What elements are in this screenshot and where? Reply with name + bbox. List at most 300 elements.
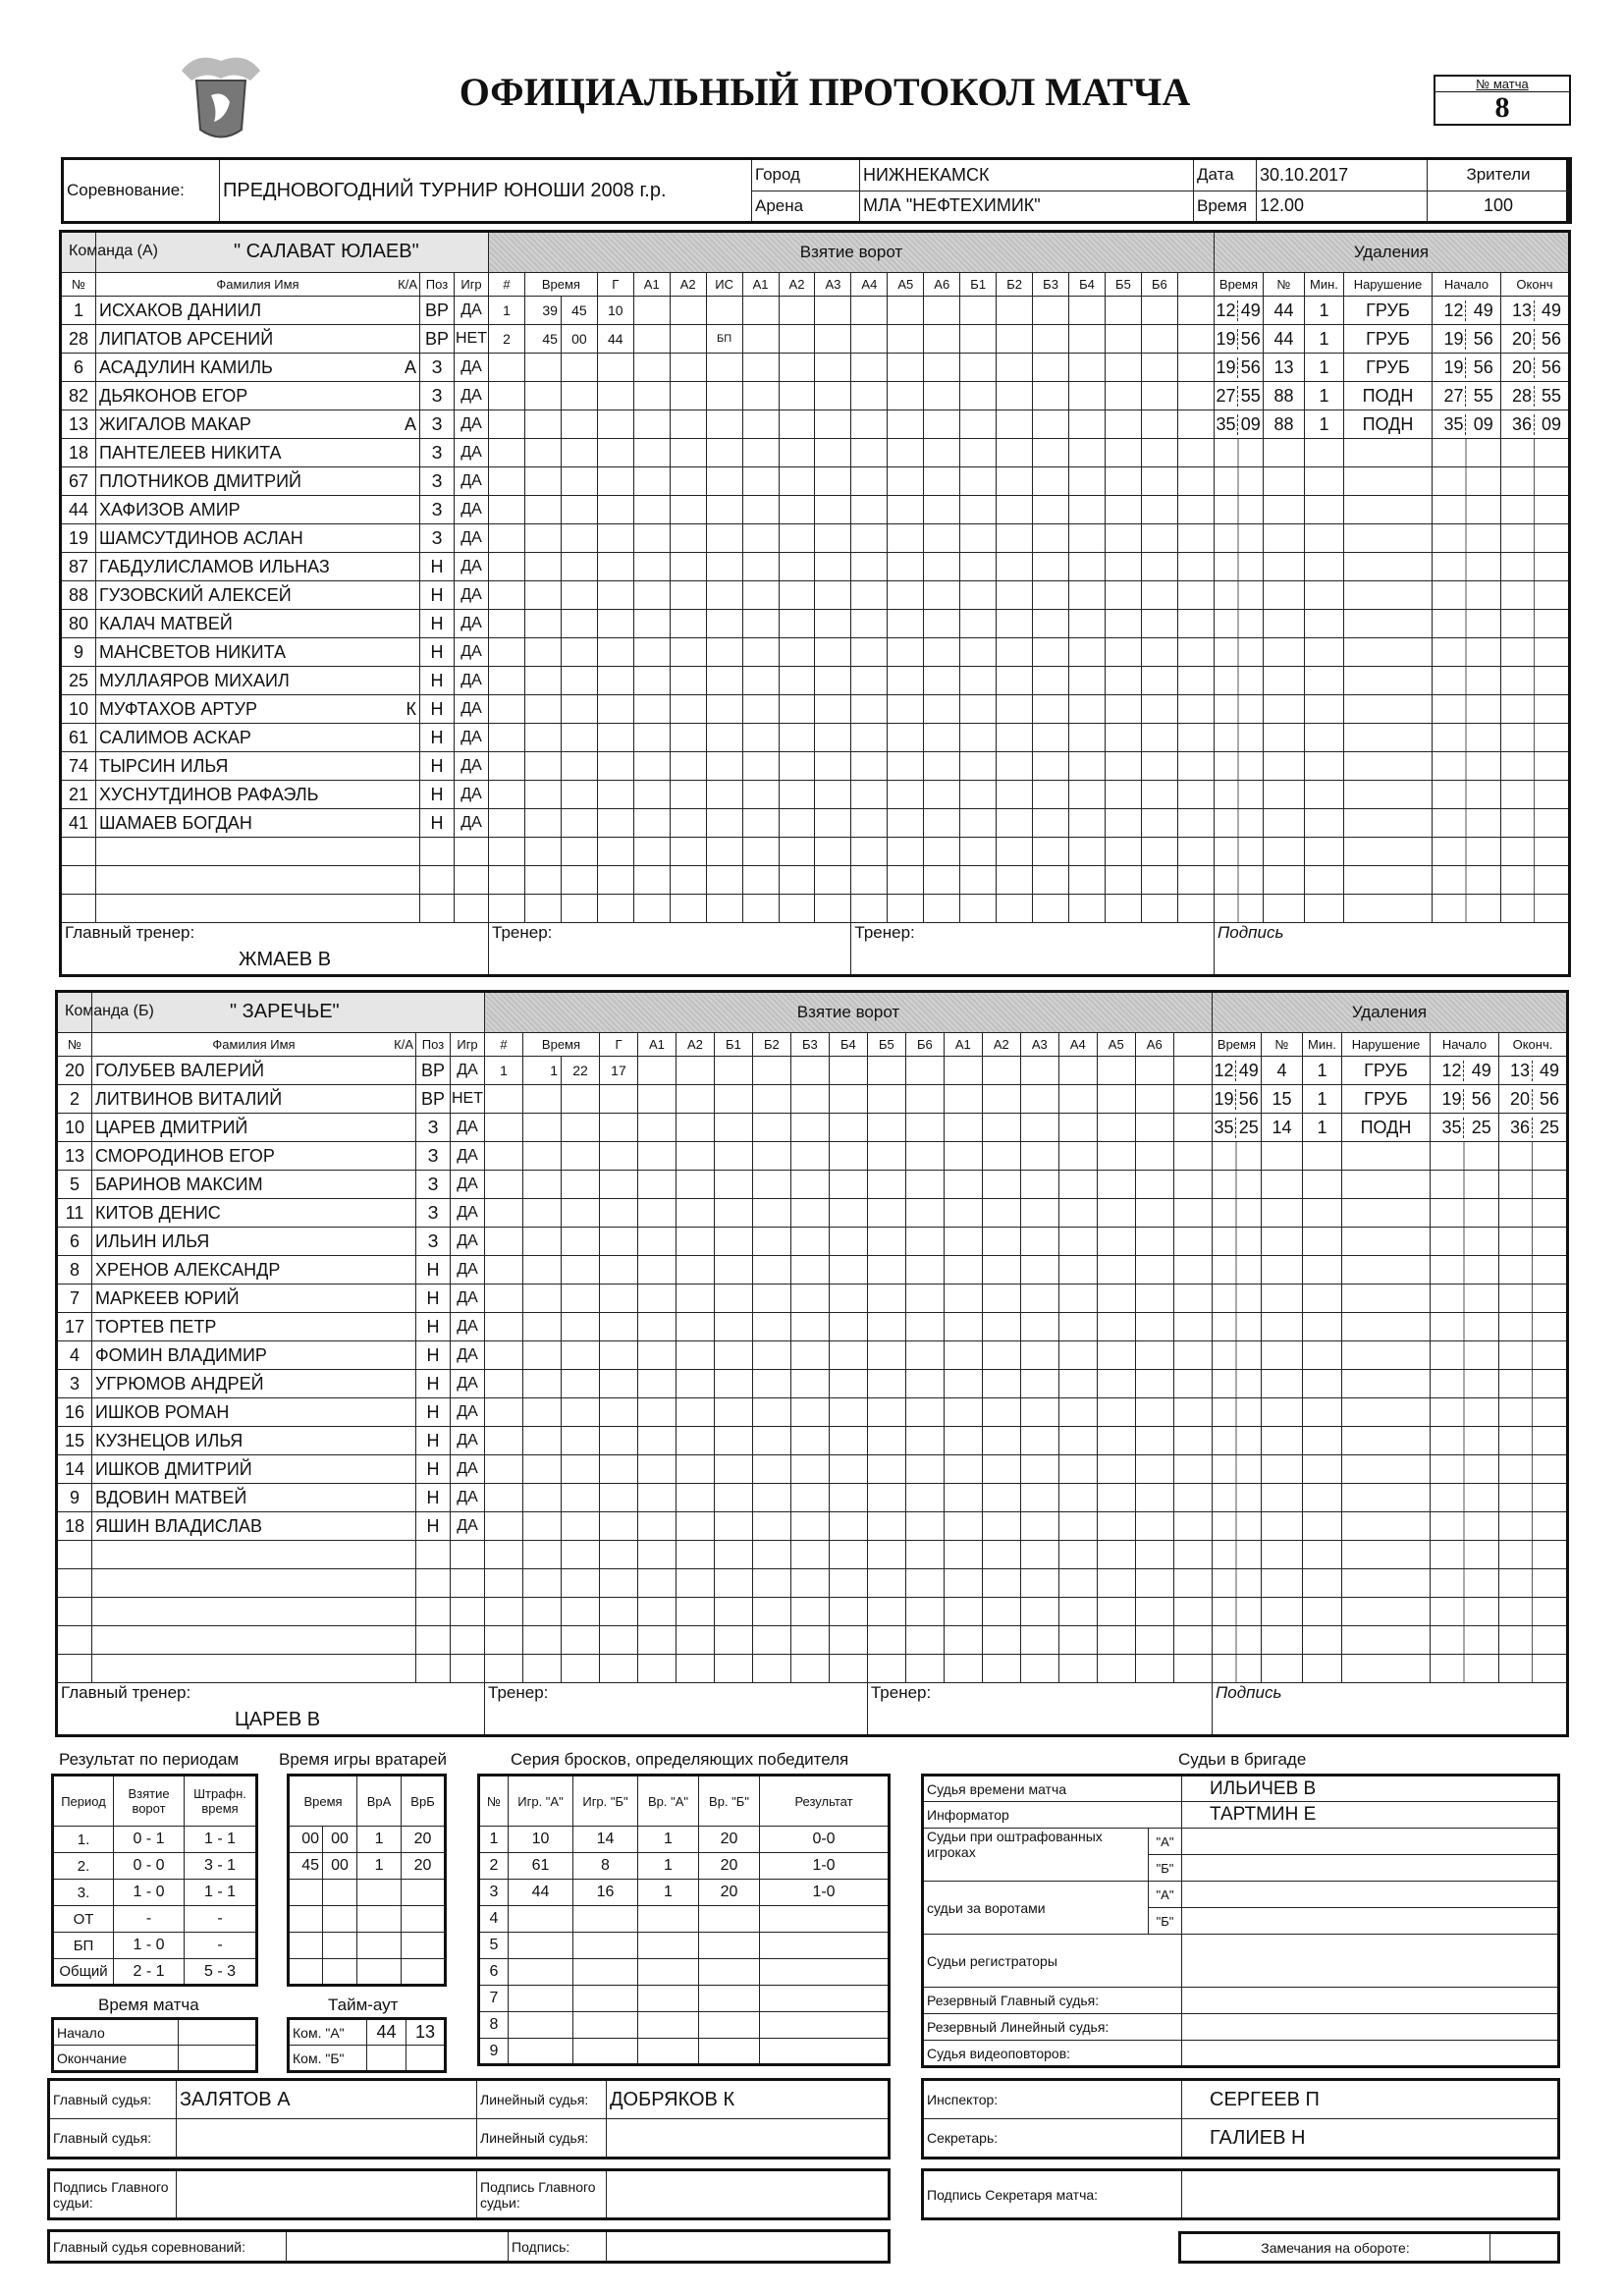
so-player-a: 61 [509, 1853, 573, 1880]
gk-b-header: ВрБ [402, 1776, 446, 1827]
comp-ref-field [287, 2231, 509, 2263]
penalty-player: 44 [1263, 297, 1304, 325]
player-number: 4 [57, 1341, 92, 1370]
player-played: НЕТ [455, 325, 489, 354]
team-b-goal-col-9: А2 [982, 1033, 1020, 1057]
player-position: Н [420, 667, 455, 695]
signature-table [47, 2168, 891, 2220]
team-a-goal-col-3: А1 [742, 273, 779, 297]
player-number: 9 [57, 1484, 92, 1512]
penalty-end-sec: 09 [1541, 413, 1561, 434]
sign-secretary-table [921, 2168, 1560, 2220]
player-name: ИШКОВ ДМИТРИЙ [95, 1458, 252, 1479]
match-start-value [179, 2019, 257, 2046]
sign-secretary-label: Подпись Секретаря матча: [923, 2170, 1182, 2219]
player-played: ДА [455, 695, 489, 724]
period-penalty: 1 - 1 [185, 1827, 257, 1853]
player-name-cell [96, 581, 420, 610]
gk-row [289, 1853, 446, 1880]
shootout-row [479, 1827, 890, 1853]
so-no-header: № [479, 1776, 509, 1827]
video-value [1182, 2041, 1559, 2067]
team-b-pos-header: Поз [416, 1033, 451, 1057]
team-a-pen-violation-header: Нарушение [1343, 273, 1432, 297]
so-no: 2 [479, 1853, 509, 1880]
team-a-pen-min-header: Мин. [1304, 273, 1343, 297]
team-b-igr-header: Игр [451, 1033, 485, 1057]
timeout-b-min [367, 2046, 406, 2072]
penalty-start-sec: 56 [1473, 356, 1493, 377]
match-time-title: Время матча [98, 1995, 199, 2014]
penalty-end-sec: 56 [1539, 1088, 1559, 1109]
period-row [53, 1959, 257, 1986]
player-number: 3 [57, 1370, 92, 1398]
player-name: ЯШИН ВЛАДИСЛАВ [95, 1515, 263, 1536]
player-name: МУЛЛАЯРОВ МИХАИЛ [99, 670, 290, 690]
penalty-time-sec: 49 [1240, 300, 1261, 320]
player-played: ДА [451, 1313, 485, 1341]
penalty-player: 13 [1263, 354, 1304, 382]
inspector-table [921, 2078, 1560, 2159]
competition-label: Соревнование: [63, 159, 220, 223]
team-b-section [55, 990, 1569, 1744]
team-b-player-row [57, 1541, 1568, 1569]
player-number: 7 [57, 1285, 92, 1313]
team-b-no-header: № [57, 1033, 92, 1057]
player-name-cell [96, 382, 420, 410]
penalty-violation: ГРУБ [1341, 1057, 1430, 1085]
player-name: ШАМАЕВ БОГДАН [99, 812, 252, 833]
player-name: ЖИГАЛОВ МАКАР [99, 413, 251, 434]
sign-secretary-field [1182, 2170, 1559, 2219]
penalty-end-sec: 56 [1541, 356, 1561, 377]
penalty-player: 14 [1261, 1114, 1302, 1142]
sign-label: Подпись: [509, 2231, 607, 2263]
team-a-player-row [61, 638, 1570, 667]
period-goals: 0 - 0 [114, 1853, 185, 1880]
period-goals: 1 - 0 [114, 1933, 185, 1959]
player-name-cell [92, 1512, 416, 1541]
penbox-b-mark: "Б" [1149, 1855, 1182, 1882]
penalty-start [1432, 297, 1500, 325]
goal-sec: 45 [561, 297, 597, 325]
penalty-player: 88 [1263, 382, 1304, 410]
gk-row [289, 1827, 446, 1853]
sign-main-2-field [607, 2170, 890, 2219]
penalty-start [1432, 354, 1500, 382]
so-gk-a [638, 1986, 699, 2012]
spectators-value: 100 [1428, 191, 1571, 223]
player-name: ЛИПАТОВ АРСЕНИЙ [99, 328, 274, 349]
so-gk-a [638, 1933, 699, 1959]
penalty-time-sec: 09 [1240, 413, 1261, 434]
player-played: ДА [451, 1484, 485, 1512]
team-a-player-row [61, 354, 1570, 382]
player-name: КИТОВ ДЕНИС [95, 1202, 221, 1223]
penalty-time [1214, 382, 1263, 410]
penalty-end-min: 13 [1501, 301, 1535, 321]
player-played: ДА [451, 1256, 485, 1285]
penalty-time-min: 19 [1215, 357, 1239, 378]
player-number: 80 [61, 610, 96, 638]
shootout-row [479, 1959, 890, 1986]
penalty-start-min: 19 [1431, 1089, 1465, 1110]
penalty-start [1432, 325, 1500, 354]
player-position: Н [420, 809, 455, 838]
comp-ref-label: Главный судья соревнований: [49, 2231, 287, 2263]
goal-min: 39 [524, 297, 561, 325]
remarks-label: Замечания на обороте: [1180, 2233, 1490, 2263]
so-no: 8 [479, 2012, 509, 2039]
team-a-player-row [61, 695, 1570, 724]
team-a-pen-start-header: Начало [1432, 273, 1500, 297]
team-b-signature-label: Подпись [1212, 1683, 1567, 1736]
match-end-label: Окончание [53, 2046, 179, 2072]
player-name-cell [92, 1057, 416, 1085]
team-b-goal-col-5: Б4 [829, 1033, 867, 1057]
so-vb-header: Вр. "Б" [699, 1776, 760, 1827]
match-number: 8 [1494, 91, 1510, 124]
team-a-goal-col-8: А6 [924, 273, 960, 297]
penalty-end [1498, 1114, 1567, 1142]
team-b-player-row [57, 1057, 1568, 1085]
player-position: ВР [420, 325, 455, 354]
so-no: 6 [479, 1959, 509, 1986]
penalty-time-sec: 49 [1238, 1060, 1259, 1080]
reserve-line-label: Резервный Линейный судья: [923, 2014, 1182, 2041]
goal-situation [706, 297, 742, 325]
match-number-box [1434, 75, 1571, 126]
penalty-end-sec: 55 [1541, 385, 1561, 406]
player-name: ДЬЯКОНОВ ЕГОР [99, 385, 248, 406]
period-header: Период [53, 1776, 114, 1827]
team-a-ka-header: К/А [398, 277, 417, 292]
penalty-time-sec: 56 [1238, 1088, 1259, 1109]
player-position: ВР [420, 297, 455, 325]
period-penalty: 3 - 1 [185, 1853, 257, 1880]
so-player-b [573, 2012, 638, 2039]
player-name-cell [96, 667, 420, 695]
team-a-no-header: № [61, 273, 96, 297]
penalty-time-min: 12 [1215, 301, 1239, 321]
penalty-end-min: 20 [1501, 357, 1535, 378]
sign-main-2-label: Подпись Главного судьи: [477, 2170, 607, 2219]
player-position: Н [420, 752, 455, 781]
so-player-a [509, 1906, 573, 1933]
player-name: САЛИМОВ АСКАР [99, 727, 251, 747]
team-b-goal-col-6: Б5 [867, 1033, 905, 1057]
so-gk-a [638, 2012, 699, 2039]
team-b-goal-col-11: А4 [1058, 1033, 1097, 1057]
officials-title: Судьи в бригаде [1178, 1750, 1307, 1769]
player-name-cell [92, 1199, 416, 1228]
team-b-name: " ЗАРЕЧЬЕ" [230, 1001, 340, 1022]
penalty-minutes: 1 [1304, 354, 1343, 382]
so-player-b [573, 1986, 638, 2012]
player-name: ФОМИН ВЛАДИМИР [95, 1344, 267, 1365]
penalty-player: 44 [1263, 325, 1304, 354]
shootout-row [479, 1906, 890, 1933]
penalty-start-sec: 56 [1473, 328, 1493, 349]
player-name-cell [92, 1142, 416, 1171]
team-b-player-row [57, 1228, 1568, 1256]
player-number: 19 [61, 524, 96, 553]
penalty-start-sec: 25 [1471, 1117, 1491, 1137]
gk-title: Время игры вратарей [279, 1750, 447, 1769]
penalty-violation: ГРУБ [1343, 297, 1432, 325]
player-name: ХУСНУТДИНОВ РАФАЭЛЬ [99, 784, 319, 804]
penalty-end [1498, 1057, 1567, 1085]
reserve-main-label: Резервный Главный судья: [923, 1988, 1182, 2014]
penalty-end-min: 36 [1501, 414, 1535, 435]
penalty-time-min: 27 [1215, 386, 1239, 407]
page-title: ОФИЦИАЛЬНЫЙ ПРОТОКОЛ МАТЧА [459, 70, 1191, 114]
sign-main-field [177, 2170, 477, 2219]
player-played: НЕТ [451, 1085, 485, 1114]
player-played: ДА [455, 809, 489, 838]
player-number: 2 [57, 1085, 92, 1114]
so-pb-header: Игр. "Б" [573, 1776, 638, 1827]
player-name: ТЫРСИН ИЛЬЯ [99, 755, 229, 776]
so-player-a: 10 [509, 1827, 573, 1853]
gk-row [289, 1880, 446, 1906]
team-a-pos-header: Поз [420, 273, 455, 297]
main-ref-value: ЗАЛЯТОВ А [177, 2080, 477, 2119]
player-number: 13 [61, 410, 96, 439]
team-b-goal-no-header: # [485, 1033, 523, 1057]
period-name: 3. [53, 1880, 114, 1906]
player-played: ДА [455, 467, 489, 496]
line-ref-2-value [607, 2119, 890, 2159]
player-number: 61 [61, 724, 96, 752]
gk-row [289, 1933, 446, 1959]
timeout-table [287, 2017, 447, 2073]
team-a-goals-header: Взятие ворот [489, 232, 1215, 273]
player-number: 10 [61, 695, 96, 724]
team-a-name-header-cell [96, 273, 420, 297]
so-no: 3 [479, 1880, 509, 1906]
team-a-player-row [61, 667, 1570, 695]
player-name-cell [92, 1256, 416, 1285]
penalty-end [1500, 325, 1569, 354]
so-gk-b: 20 [699, 1880, 760, 1906]
line-ref-value: ДОБРЯКОВ К [607, 2080, 890, 2119]
goal-scorer: 44 [597, 325, 633, 354]
match-start-label: Начало [53, 2019, 179, 2046]
player-name-cell [96, 752, 420, 781]
penalty-end-min: 36 [1499, 1118, 1533, 1138]
player-number: 10 [57, 1114, 92, 1142]
penalty-start-sec: 09 [1473, 413, 1493, 434]
player-name-cell [92, 1114, 416, 1142]
player-name-cell [92, 1370, 416, 1398]
team-a-goal-col-7: А5 [888, 273, 924, 297]
so-player-a [509, 2039, 573, 2065]
periods-title: Результат по периодам [59, 1750, 240, 1769]
team-a-player-row [61, 496, 1570, 524]
player-position: ВР [416, 1057, 451, 1085]
player-played: ДА [451, 1341, 485, 1370]
player-number: 17 [57, 1313, 92, 1341]
player-number: 82 [61, 382, 96, 410]
period-name: 1. [53, 1827, 114, 1853]
shootout-row [479, 1853, 890, 1880]
penalty-time [1214, 297, 1263, 325]
so-result: 1-0 [760, 1880, 890, 1906]
player-played: ДА [455, 496, 489, 524]
team-a-head-coach-label: Главный тренер: [65, 923, 195, 942]
player-position: Н [416, 1341, 451, 1370]
player-played: ДА [451, 1171, 485, 1199]
penalty-start-min: 12 [1433, 301, 1467, 321]
penalty-time-sec: 56 [1240, 356, 1261, 377]
team-a-goal-col-11: Б3 [1033, 273, 1069, 297]
team-b-goal-col-2: Б1 [714, 1033, 752, 1057]
penalty-start [1430, 1085, 1498, 1114]
player-number: 25 [61, 667, 96, 695]
team-b-pen-end-header: Оконч. [1498, 1033, 1567, 1057]
penalty-violation: ГРУБ [1343, 325, 1432, 354]
so-gk-a: 1 [638, 1853, 699, 1880]
gk-table [287, 1774, 447, 1987]
penalty-violation: ГРУБ [1343, 354, 1432, 382]
period-name: Общий [53, 1959, 114, 1986]
player-played: ДА [455, 439, 489, 467]
penalty-time [1212, 1057, 1261, 1085]
player-name-cell [96, 695, 420, 724]
team-b-goals-header: Взятие ворот [485, 992, 1213, 1033]
team-a-player-row [61, 467, 1570, 496]
penalty-time-sec: 55 [1240, 385, 1261, 406]
main-ref-label: Главный судья: [49, 2080, 177, 2119]
so-gk-b: 20 [699, 1827, 760, 1853]
period-goals-header: Взятие ворот [114, 1776, 185, 1827]
goal-judges-b-mark: "Б" [1149, 1908, 1182, 1935]
team-b-goal-col-0: А1 [637, 1033, 676, 1057]
officials-table [921, 1774, 1560, 2068]
player-name-cell [96, 809, 420, 838]
arena-value: МЛА "НЕФТЕХИМИК" [860, 191, 1194, 223]
player-name-cell [92, 1341, 416, 1370]
period-name: ОТ [53, 1906, 114, 1933]
team-a-signature-label: Подпись [1214, 923, 1569, 976]
registrars-value [1182, 1935, 1559, 1988]
team-a-player-row [61, 581, 1570, 610]
team-b-goal-g-header: Г [599, 1033, 637, 1057]
gk-row [289, 1959, 446, 1986]
gk-a: 1 [357, 1827, 402, 1853]
team-b-pen-violation-header: Нарушение [1341, 1033, 1430, 1057]
player-position: Н [420, 695, 455, 724]
player-name: АСАДУЛИН КАМИЛЬ [99, 356, 273, 377]
penalty-player: 88 [1263, 410, 1304, 439]
team-b-player-row [57, 1341, 1568, 1370]
player-played: ДА [455, 382, 489, 410]
penalty-minutes: 1 [1304, 297, 1343, 325]
player-played: ДА [451, 1512, 485, 1541]
so-result [760, 2012, 890, 2039]
remarks-table [1178, 2231, 1560, 2264]
penalty-start-min: 27 [1433, 386, 1467, 407]
goal-number: 1 [489, 297, 525, 325]
player-position: Н [420, 553, 455, 581]
period-row [53, 1933, 257, 1959]
penalty-end-min: 13 [1499, 1061, 1533, 1081]
player-number: 15 [57, 1427, 92, 1455]
gk-a-header: ВрА [357, 1776, 402, 1827]
team-a-head-coach: ЖМАЕВ В [239, 949, 332, 970]
so-no: 4 [479, 1906, 509, 1933]
penalty-time-min: 19 [1213, 1089, 1237, 1110]
player-name: ЛИТВИНОВ ВИТАЛИЙ [95, 1088, 283, 1109]
inspector-label: Инспектор: [923, 2080, 1182, 2119]
penalty-end-sec: 49 [1541, 300, 1561, 320]
penalty-time [1214, 354, 1263, 382]
video-label: Судья видеоповторов: [923, 2041, 1182, 2067]
inspector-value: СЕРГЕЕВ П [1182, 2080, 1559, 2119]
so-player-a [509, 2012, 573, 2039]
player-name-cell [96, 325, 420, 354]
team-b-head-coach-cell [57, 1683, 485, 1736]
team-b-pen-time-header: Время [1212, 1033, 1261, 1057]
penalty-start-sec: 55 [1473, 385, 1493, 406]
player-name: КАЛАЧ МАТВЕЙ [99, 613, 233, 633]
goal-situation: БП [706, 325, 742, 354]
period-goals: 1 - 0 [114, 1880, 185, 1906]
player-number: 6 [61, 354, 96, 382]
so-va-header: Вр. "А" [638, 1776, 699, 1827]
team-a-player-row [61, 610, 1570, 638]
gk-a: 1 [357, 1853, 402, 1880]
so-gk-b [699, 1933, 760, 1959]
player-name: ГАБДУЛИСЛАМОВ ИЛЬНАЗ [99, 556, 330, 576]
shootout-row [479, 1933, 890, 1959]
player-played: ДА [455, 524, 489, 553]
player-number: 41 [61, 809, 96, 838]
city-label: Город [752, 159, 860, 191]
penalty-start-sec: 49 [1471, 1060, 1491, 1080]
player-position: З [420, 410, 455, 439]
goal-min: 45 [524, 325, 561, 354]
team-a-goal-col-9: Б1 [960, 273, 997, 297]
player-name-cell [96, 724, 420, 752]
player-played: ДА [451, 1398, 485, 1427]
team-b-head-coach: ЦАРЕВ В [235, 1709, 321, 1730]
period-goals: - [114, 1906, 185, 1933]
team-b-player-row [57, 1484, 1568, 1512]
so-gk-b [699, 1986, 760, 2012]
team-a-player-row [61, 809, 1570, 838]
goal-scorer: 17 [599, 1057, 637, 1085]
so-player-b [573, 1959, 638, 1986]
so-gk-a: 1 [638, 1880, 699, 1906]
so-gk-a [638, 2039, 699, 2065]
penalty-time-min: 12 [1213, 1061, 1237, 1081]
player-name: ПАНТЕЛЕЕВ НИКИТА [99, 442, 282, 463]
player-played: ДА [455, 610, 489, 638]
player-number: 14 [57, 1455, 92, 1484]
goal-judges-a-mark: "А" [1149, 1882, 1182, 1908]
team-a-goal-col-14: Б6 [1141, 273, 1177, 297]
penalty-end-sec: 56 [1541, 328, 1561, 349]
team-a-goal-col-6: А4 [851, 273, 888, 297]
period-row [53, 1906, 257, 1933]
player-name-cell [92, 1085, 416, 1114]
team-b-label: Команда (Б) [65, 1003, 154, 1019]
penalty-end-min: 20 [1499, 1089, 1533, 1110]
team-b-goal-time-header: Время [523, 1033, 600, 1057]
team-a-player-row [61, 752, 1570, 781]
